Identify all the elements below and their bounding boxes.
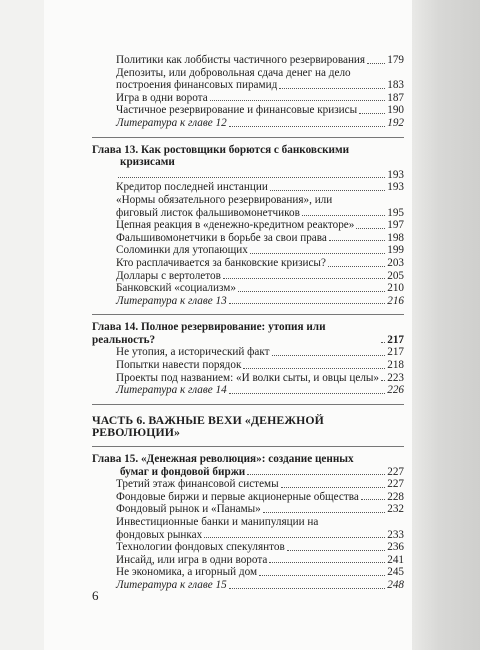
toc-entry: «Нормы обязательного резервирования», или xyxy=(116,193,333,206)
toc-entry: Банковский «социализм» 210 xyxy=(116,282,404,295)
toc-entry: Частичное резервирование и финансовые кризисы 190 xyxy=(116,104,404,117)
chapter-13-title-cont: кризисами xyxy=(120,156,175,169)
chapter-15-title-cont: бумаг и фондовой биржи 227 xyxy=(120,465,404,478)
toc-entry: Игра в одни ворота 187 xyxy=(116,91,404,104)
divider xyxy=(92,137,404,138)
toc-entry: Не утопия, а исторический факт 217 xyxy=(116,346,404,359)
toc-entry: Доллары с вертолетов 205 xyxy=(116,269,404,282)
chapter-13-title: Глава 13. Как ростовщики борются с банковскими xyxy=(92,143,350,156)
divider xyxy=(92,404,404,405)
toc-entry: Фальшивомонетчики в борьбе за свои права 198 xyxy=(116,231,404,244)
toc-entry: Политики как лоббисты частичного резервирования 179 xyxy=(116,54,404,66)
toc-entry: Цепная реакция в «денежно-кредитном реакторе» 197 xyxy=(116,219,404,232)
table-of-contents xyxy=(92,54,404,592)
toc-entry: Кто расплачивается за банковские кризисы? 203 xyxy=(116,256,404,269)
toc-entry: Фондовые биржи и первые акционерные общества 228 xyxy=(116,490,404,503)
toc-entry: построения финансовых пирамид 183 xyxy=(116,79,404,92)
toc-entry: Инсайд, или игра в одни ворота 241 xyxy=(116,553,404,566)
chapter-15-title: Глава 15. «Денежная революция»: создание ценных xyxy=(92,453,354,466)
toc-entry: Депозиты, или добровольная сдача денег на дело xyxy=(116,66,351,79)
toc-literature: Литература к главе 13 216 xyxy=(116,294,404,307)
toc-entry: Соломинки для утопающих 199 xyxy=(116,244,404,257)
chapter-14-title: Глава 14. Полное резервирование: утопия или реальность? 217 xyxy=(92,321,404,346)
toc-entry: фондовых рынках 233 xyxy=(116,528,404,541)
divider xyxy=(92,314,404,315)
part-6-heading: ЧАСТЬ 6. ВАЖНЫЕ ВЕХИ «ДЕНЕЖНОЙ РЕВОЛЮЦИИ» xyxy=(92,412,324,440)
toc-entry: Кредитор последней инстанции 193 xyxy=(116,181,404,194)
page-gutter xyxy=(412,0,480,650)
toc-entry: Третий этаж финансовой системы 227 xyxy=(116,478,404,491)
page-number: 6 xyxy=(92,588,99,603)
toc-literature: Литература к главе 15 248 xyxy=(116,578,404,591)
divider xyxy=(92,446,404,447)
toc-entry: Проекты под названием: «И волки сыты, и овцы целы» 223 xyxy=(116,371,404,384)
toc-entry: Инвестиционные банки и манипуляции на xyxy=(116,516,319,528)
toc-entry: Не экономика, а игорный дом 245 xyxy=(116,566,404,579)
toc-entry: Технологии фондовых спекулянтов 236 xyxy=(116,541,404,554)
toc-literature: Литература к главе 14 226 xyxy=(116,384,404,397)
toc-entry: Попытки навести порядок 218 xyxy=(116,359,404,372)
toc-entry: 193 xyxy=(92,169,404,182)
toc-literature: Литература к главе 12 192 xyxy=(116,116,404,129)
toc-entry: Фондовый рынок и «Панамы» 232 xyxy=(116,503,404,516)
toc-entry: фиговый листок фальшивомонетчиков 195 xyxy=(116,206,404,219)
